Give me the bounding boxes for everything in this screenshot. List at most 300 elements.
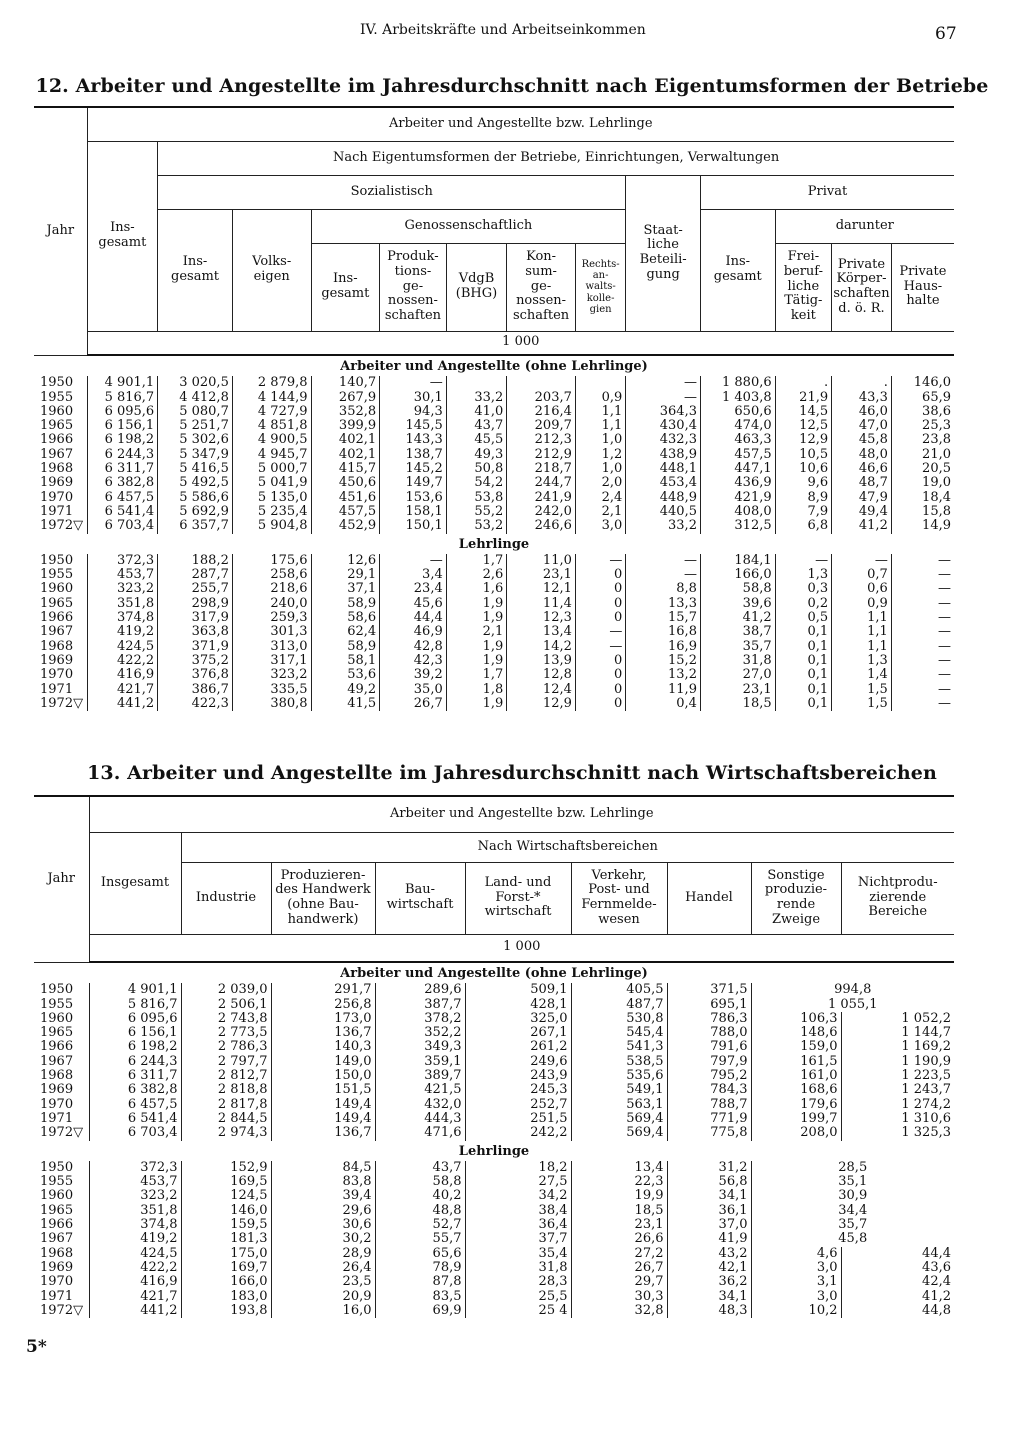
data-cell: 124,5 <box>181 1189 271 1203</box>
t12-table-row <box>34 391 954 405</box>
data-cell: 188,2 <box>158 554 233 568</box>
data-cell: 23,1 <box>700 683 775 697</box>
data-cell: 4 851,8 <box>232 419 311 433</box>
t13-table-row <box>34 1232 954 1246</box>
data-cell: 5 135,0 <box>232 491 311 505</box>
t12-col-haushalte: Private Haus- halte <box>891 243 954 331</box>
data-cell: 545,4 <box>571 1026 667 1040</box>
data-cell: 50,8 <box>446 462 507 476</box>
data-cell: — <box>832 554 892 568</box>
data-cell: 5 080,7 <box>158 405 233 419</box>
data-cell: 1,9 <box>446 697 507 711</box>
data-cell: 10,6 <box>775 462 832 476</box>
data-cell: 267,1 <box>465 1026 571 1040</box>
data-cell: 788,0 <box>667 1026 751 1040</box>
data-cell: 3,0 <box>575 519 625 533</box>
t12-col-insgesamt: Ins- gesamt <box>87 141 158 331</box>
data-cell: 55,7 <box>375 1232 465 1246</box>
data-cell: 35,4 <box>465 1247 571 1261</box>
year-cell: 1971 <box>40 1110 74 1126</box>
data-cell: 1 274,2 <box>841 1098 954 1112</box>
data-cell: 39,2 <box>380 668 447 682</box>
data-cell: — <box>891 568 954 582</box>
data-cell: 4 900,5 <box>232 433 311 447</box>
data-cell: 15,7 <box>626 611 701 625</box>
t12-table-row <box>34 376 954 390</box>
data-cell: 364,3 <box>626 405 701 419</box>
data-cell: 12,1 <box>507 582 576 596</box>
year-cell: 1969 <box>40 652 74 668</box>
t12-table-row <box>34 654 954 668</box>
data-cell: 3,0 <box>751 1290 841 1304</box>
data-cell: 169,7 <box>181 1261 271 1275</box>
data-cell: 38,6 <box>891 405 954 419</box>
data-cell: 94,3 <box>380 405 447 419</box>
t13-table-row <box>34 1083 954 1097</box>
data-cell: 23,8 <box>891 433 954 447</box>
data-cell: 0 <box>575 611 625 625</box>
data-cell: 421,7 <box>89 1290 181 1304</box>
data-cell: 184,1 <box>700 554 775 568</box>
t12-col-geno-insgesamt: Ins- gesamt <box>311 243 380 331</box>
t12-col-staatliche: Staat- liche Beteili- gung <box>626 175 701 331</box>
footer-signature: 5* <box>26 1337 47 1357</box>
data-cell: 258,6 <box>232 568 311 582</box>
data-cell: 84,5 <box>271 1161 375 1175</box>
data-cell: 49,3 <box>446 448 507 462</box>
data-cell: 4 945,7 <box>232 448 311 462</box>
data-cell: 5 586,6 <box>158 491 233 505</box>
data-cell: 21,0 <box>891 448 954 462</box>
year-cell: 1968 <box>40 1068 74 1084</box>
data-cell: 15,2 <box>626 654 701 668</box>
data-cell: 0,1 <box>775 697 832 711</box>
data-cell: 83,8 <box>271 1175 375 1189</box>
t12-table-row <box>34 568 954 582</box>
data-cell: 784,3 <box>667 1083 751 1097</box>
data-cell: 374,8 <box>87 611 158 625</box>
data-cell: 13,2 <box>626 668 701 682</box>
data-cell: 19,0 <box>891 476 954 490</box>
data-cell: 453,4 <box>626 476 701 490</box>
t12-table-row <box>34 405 954 419</box>
data-cell: 48,8 <box>375 1204 465 1218</box>
data-cell: 30,1 <box>380 391 447 405</box>
t13-section-title: Arbeiter und Angestellte (ohne Lehrlinge) <box>340 966 648 981</box>
data-cell: 212,9 <box>507 448 576 462</box>
data-cell: 2,1 <box>575 505 625 519</box>
data-cell: 6,8 <box>775 519 832 533</box>
data-cell: 11,9 <box>626 683 701 697</box>
data-cell: 242,0 <box>507 505 576 519</box>
data-cell: 12,9 <box>775 433 832 447</box>
data-cell: 1 144,7 <box>841 1026 954 1040</box>
data-cell: 11,0 <box>507 554 576 568</box>
data-cell: 1 169,2 <box>841 1040 954 1054</box>
data-cell: 1,7 <box>446 554 507 568</box>
data-cell: 58,9 <box>311 597 380 611</box>
data-cell: — <box>891 582 954 596</box>
data-cell: 58,6 <box>311 611 380 625</box>
data-cell: 43,7 <box>375 1161 465 1175</box>
data-cell: 448,9 <box>626 491 701 505</box>
data-cell: 2,6 <box>446 568 507 582</box>
data-cell: 208,0 <box>751 1126 841 1140</box>
data-cell: 169,5 <box>181 1175 271 1189</box>
data-cell: 136,7 <box>271 1126 375 1140</box>
data-cell: 87,8 <box>375 1275 465 1289</box>
data-cell: 541,3 <box>571 1040 667 1054</box>
t13-col-handel: Handel <box>667 862 751 934</box>
data-cell: 252,7 <box>465 1098 571 1112</box>
t12-section-label <box>34 534 954 554</box>
data-cell: 42,3 <box>380 654 447 668</box>
data-cell: 46,6 <box>832 462 892 476</box>
data-cell: 175,0 <box>181 1247 271 1261</box>
data-cell: 351,8 <box>87 597 158 611</box>
data-cell: 30,9 <box>751 1189 954 1203</box>
data-cell: 447,1 <box>700 462 775 476</box>
data-cell: 788,7 <box>667 1098 751 1112</box>
data-cell: 2 506,1 <box>181 998 271 1012</box>
data-cell: — <box>891 654 954 668</box>
t12-table-row <box>34 419 954 433</box>
data-cell: 378,2 <box>375 1012 465 1026</box>
data-cell: 48,7 <box>832 476 892 490</box>
data-cell: 325,0 <box>465 1012 571 1026</box>
data-cell: 399,9 <box>311 419 380 433</box>
data-cell: 150,0 <box>271 1069 375 1083</box>
year-cell: 1950 <box>40 982 74 998</box>
data-cell: 0,9 <box>575 391 625 405</box>
data-cell: 37,7 <box>465 1232 571 1246</box>
data-cell: 140,3 <box>271 1040 375 1054</box>
year-cell: 1960 <box>40 1010 74 1026</box>
t13-table-row <box>34 1012 954 1026</box>
data-cell: 5 251,7 <box>158 419 233 433</box>
year-cell: 1971 <box>40 503 74 519</box>
data-cell: 317,1 <box>232 654 311 668</box>
t13-table-row <box>34 1189 954 1203</box>
data-cell: 241,9 <box>507 491 576 505</box>
data-cell: 14,5 <box>775 405 832 419</box>
data-cell: 2 786,3 <box>181 1040 271 1054</box>
year-cell: 1971 <box>40 681 74 697</box>
year-cell: 1968 <box>40 1245 74 1261</box>
data-cell: 6 457,5 <box>87 491 158 505</box>
data-cell: 10,2 <box>751 1304 841 1318</box>
t12-table-row <box>34 683 954 697</box>
data-cell: 1 403,8 <box>700 391 775 405</box>
year-cell: 1968 <box>40 638 74 654</box>
data-cell: 428,1 <box>465 998 571 1012</box>
data-cell: 352,8 <box>311 405 380 419</box>
data-cell: 18,5 <box>571 1204 667 1218</box>
data-cell: 35,7 <box>751 1218 954 1232</box>
data-cell: 16,8 <box>626 625 701 639</box>
data-cell: — <box>891 683 954 697</box>
t13-col-nichtproduzierend: Nichtprodu- zierende Bereiche <box>841 862 954 934</box>
data-cell: 5 041,9 <box>232 476 311 490</box>
data-cell: 8,9 <box>775 491 832 505</box>
t12-section-title: Arbeiter und Angestellte (ohne Lehrlinge) <box>340 359 648 374</box>
data-cell: 436,9 <box>700 476 775 490</box>
data-cell: 29,1 <box>311 568 380 582</box>
data-cell: 1 243,7 <box>841 1083 954 1097</box>
data-cell: 44,4 <box>841 1247 954 1261</box>
data-cell: 10,5 <box>775 448 832 462</box>
data-cell: 786,3 <box>667 1012 751 1026</box>
data-cell: 432,0 <box>375 1098 465 1112</box>
t12-head-nach: Nach Eigentumsformen der Betriebe, Einrichtungen, Verwaltungen <box>158 141 954 175</box>
data-cell: 261,2 <box>465 1040 571 1054</box>
data-cell: 149,7 <box>380 476 447 490</box>
data-cell: 28,5 <box>751 1161 954 1175</box>
page-number: 67 <box>935 24 957 44</box>
t13-table-row <box>34 1275 954 1289</box>
data-cell: 138,7 <box>380 448 447 462</box>
year-cell: 1970 <box>40 489 74 505</box>
data-cell: 168,6 <box>751 1083 841 1097</box>
table12 <box>34 106 954 711</box>
data-cell: 0 <box>575 654 625 668</box>
data-cell: 1,3 <box>832 654 892 668</box>
data-cell: 34,1 <box>667 1189 751 1203</box>
data-cell: 1,7 <box>446 668 507 682</box>
data-cell: 249,6 <box>465 1055 571 1069</box>
year-cell: 1966 <box>40 1217 74 1233</box>
data-cell: 5 816,7 <box>89 998 181 1012</box>
data-cell: 1 880,6 <box>700 376 775 390</box>
data-cell: 5 692,9 <box>158 505 233 519</box>
data-cell: 42,1 <box>667 1261 751 1275</box>
data-cell: 53,6 <box>311 668 380 682</box>
data-cell: 569,4 <box>571 1112 667 1126</box>
data-cell: 6 156,1 <box>87 419 158 433</box>
data-cell: 6 357,7 <box>158 519 233 533</box>
data-cell: 47,0 <box>832 419 892 433</box>
data-cell: 535,6 <box>571 1069 667 1083</box>
data-cell: 6 311,7 <box>89 1069 181 1083</box>
table13 <box>34 795 954 1318</box>
year-cell: 1972▽ <box>40 1302 84 1318</box>
data-cell: 173,0 <box>271 1012 375 1026</box>
data-cell: 14,9 <box>891 519 954 533</box>
data-cell: 1,6 <box>446 582 507 596</box>
data-cell: 55,2 <box>446 505 507 519</box>
data-cell: 45,6 <box>380 597 447 611</box>
data-cell: 298,9 <box>158 597 233 611</box>
data-cell: — <box>891 597 954 611</box>
data-cell: 1,1 <box>832 625 892 639</box>
data-cell: 58,1 <box>311 654 380 668</box>
data-cell: 6 703,4 <box>87 519 158 533</box>
data-cell: 43,6 <box>841 1261 954 1275</box>
data-cell: 1,1 <box>832 640 892 654</box>
data-cell: 312,5 <box>700 519 775 533</box>
t13-table-row <box>34 1218 954 1232</box>
data-cell: 146,0 <box>891 376 954 390</box>
data-cell: 487,7 <box>571 998 667 1012</box>
data-cell: 140,7 <box>311 376 380 390</box>
data-cell: 18,2 <box>465 1161 571 1175</box>
data-cell: — <box>626 391 701 405</box>
data-cell: 25 4 <box>465 1304 571 1318</box>
year-cell: 1972▽ <box>40 518 84 534</box>
year-cell: 1968 <box>40 461 74 477</box>
t12-table-row <box>34 462 954 476</box>
data-cell: 30,3 <box>571 1290 667 1304</box>
data-cell: 146,0 <box>181 1204 271 1218</box>
data-cell: 14,2 <box>507 640 576 654</box>
year-cell: 1971 <box>40 1288 74 1304</box>
t12-col-koerperschaften: Private Körper- schaften d. ö. R. <box>832 243 892 331</box>
data-cell: 432,3 <box>626 433 701 447</box>
data-cell: 136,7 <box>271 1026 375 1040</box>
data-cell: 35,0 <box>380 683 447 697</box>
t13-table-row <box>34 1175 954 1189</box>
data-cell: 179,6 <box>751 1098 841 1112</box>
data-cell: 246,6 <box>507 519 576 533</box>
year-cell: 1969 <box>40 1082 74 1098</box>
data-cell: 20,9 <box>271 1290 375 1304</box>
data-cell: 8,8 <box>626 582 701 596</box>
data-cell: 372,3 <box>89 1161 181 1175</box>
data-cell: 3,4 <box>380 568 447 582</box>
data-cell: 402,1 <box>311 448 380 462</box>
data-cell: 6 541,4 <box>87 505 158 519</box>
t12-unit: 1 000 <box>87 331 954 355</box>
t13-head-nach: Nach Wirtschaftsbereichen <box>181 832 954 862</box>
data-cell: 416,9 <box>87 668 158 682</box>
data-cell: 1 052,2 <box>841 1012 954 1026</box>
data-cell: 5 416,5 <box>158 462 233 476</box>
data-cell: 53,2 <box>446 519 507 533</box>
year-cell: 1966 <box>40 432 74 448</box>
data-cell: — <box>626 554 701 568</box>
data-cell: 371,5 <box>667 983 751 997</box>
data-cell: 30,2 <box>271 1232 375 1246</box>
data-cell: 39,4 <box>271 1189 375 1203</box>
year-cell: 1966 <box>40 610 74 626</box>
data-cell: 1,0 <box>575 462 625 476</box>
year-cell: 1967 <box>40 624 74 640</box>
data-cell: 65,9 <box>891 391 954 405</box>
data-cell: 151,5 <box>271 1083 375 1097</box>
table13-title: 13. Arbeiter und Angestellte im Jahresdurchschnitt nach Wirtschaftsbereichen <box>87 762 937 784</box>
data-cell: 152,9 <box>181 1161 271 1175</box>
t13-col-industrie: Industrie <box>181 862 271 934</box>
t13-table-row <box>34 1040 954 1054</box>
data-cell: 18,5 <box>700 697 775 711</box>
data-cell: 181,3 <box>181 1232 271 1246</box>
data-cell: 26,4 <box>271 1261 375 1275</box>
t12-table-row <box>34 697 954 711</box>
data-cell: 0 <box>575 668 625 682</box>
data-cell <box>507 376 576 390</box>
data-cell: — <box>891 697 954 711</box>
data-cell: 58,8 <box>375 1175 465 1189</box>
data-cell: 42,8 <box>380 640 447 654</box>
data-cell: 78,9 <box>375 1261 465 1275</box>
data-cell: — <box>891 640 954 654</box>
data-cell: 56,8 <box>667 1175 751 1189</box>
data-cell: — <box>775 554 832 568</box>
data-cell: 166,0 <box>181 1275 271 1289</box>
data-cell: 2 879,8 <box>232 376 311 390</box>
data-cell: 34,2 <box>465 1189 571 1203</box>
data-cell: 444,3 <box>375 1112 465 1126</box>
data-cell: 49,2 <box>311 683 380 697</box>
data-cell: 149,4 <box>271 1098 375 1112</box>
t13-section-label <box>34 962 954 983</box>
data-cell: 2 039,0 <box>181 983 271 997</box>
data-cell: 3,0 <box>751 1261 841 1275</box>
year-cell: 1970 <box>40 1274 74 1290</box>
data-cell: 0,1 <box>775 668 832 682</box>
data-cell: 376,8 <box>158 668 233 682</box>
data-cell: 153,6 <box>380 491 447 505</box>
data-cell: 13,9 <box>507 654 576 668</box>
t13-table-row <box>34 1069 954 1083</box>
t13-col-landforst: Land- und Forst-* wirtschaft <box>465 862 571 934</box>
data-cell: 36,1 <box>667 1204 751 1218</box>
data-cell: 0,3 <box>775 582 832 596</box>
t13-table-row <box>34 1304 954 1318</box>
data-cell: 33,2 <box>626 519 701 533</box>
year-cell: 1965 <box>40 1025 74 1041</box>
data-cell: 0 <box>575 683 625 697</box>
data-cell: 287,7 <box>158 568 233 582</box>
t13-unit: 1 000 <box>89 934 954 962</box>
data-cell: 43,2 <box>667 1247 751 1261</box>
data-cell: 6 198,2 <box>87 433 158 447</box>
data-cell: 994,8 <box>751 983 954 997</box>
data-cell: 2 817,8 <box>181 1098 271 1112</box>
data-cell: 32,8 <box>571 1304 667 1318</box>
data-cell: 6 703,4 <box>89 1126 181 1140</box>
data-cell: 209,7 <box>507 419 576 433</box>
data-cell: 159,0 <box>751 1040 841 1054</box>
data-cell: 352,2 <box>375 1026 465 1040</box>
t13-col-sonstige: Sonstige produzie- rende Zweige <box>751 862 841 934</box>
data-cell: 4 901,1 <box>87 376 158 390</box>
year-cell: 1969 <box>40 475 74 491</box>
data-cell: 83,5 <box>375 1290 465 1304</box>
data-cell: 28,3 <box>465 1275 571 1289</box>
data-cell: 0,1 <box>775 640 832 654</box>
year-cell: 1966 <box>40 1039 74 1055</box>
data-cell: 424,5 <box>87 640 158 654</box>
data-cell: 5 000,7 <box>232 462 311 476</box>
data-cell: 13,3 <box>626 597 701 611</box>
data-cell: 145,5 <box>380 419 447 433</box>
data-cell: 27,2 <box>571 1247 667 1261</box>
data-cell: 4,6 <box>751 1247 841 1261</box>
data-cell: 317,9 <box>158 611 233 625</box>
data-cell: 22,3 <box>571 1175 667 1189</box>
data-cell: 451,6 <box>311 491 380 505</box>
data-cell: 38,4 <box>465 1204 571 1218</box>
data-cell: 6 244,3 <box>87 448 158 462</box>
data-cell: 39,6 <box>700 597 775 611</box>
t13-section-title: Lehrlinge <box>458 1143 530 1159</box>
data-cell: 6 382,8 <box>89 1083 181 1097</box>
table12-title: 12. Arbeiter und Angestellte im Jahresdurchschnitt nach Eigentumsformen der Betriebe <box>35 75 989 97</box>
data-cell: 440,5 <box>626 505 701 519</box>
year-cell: 1960 <box>40 581 74 597</box>
data-cell: 23,1 <box>507 568 576 582</box>
